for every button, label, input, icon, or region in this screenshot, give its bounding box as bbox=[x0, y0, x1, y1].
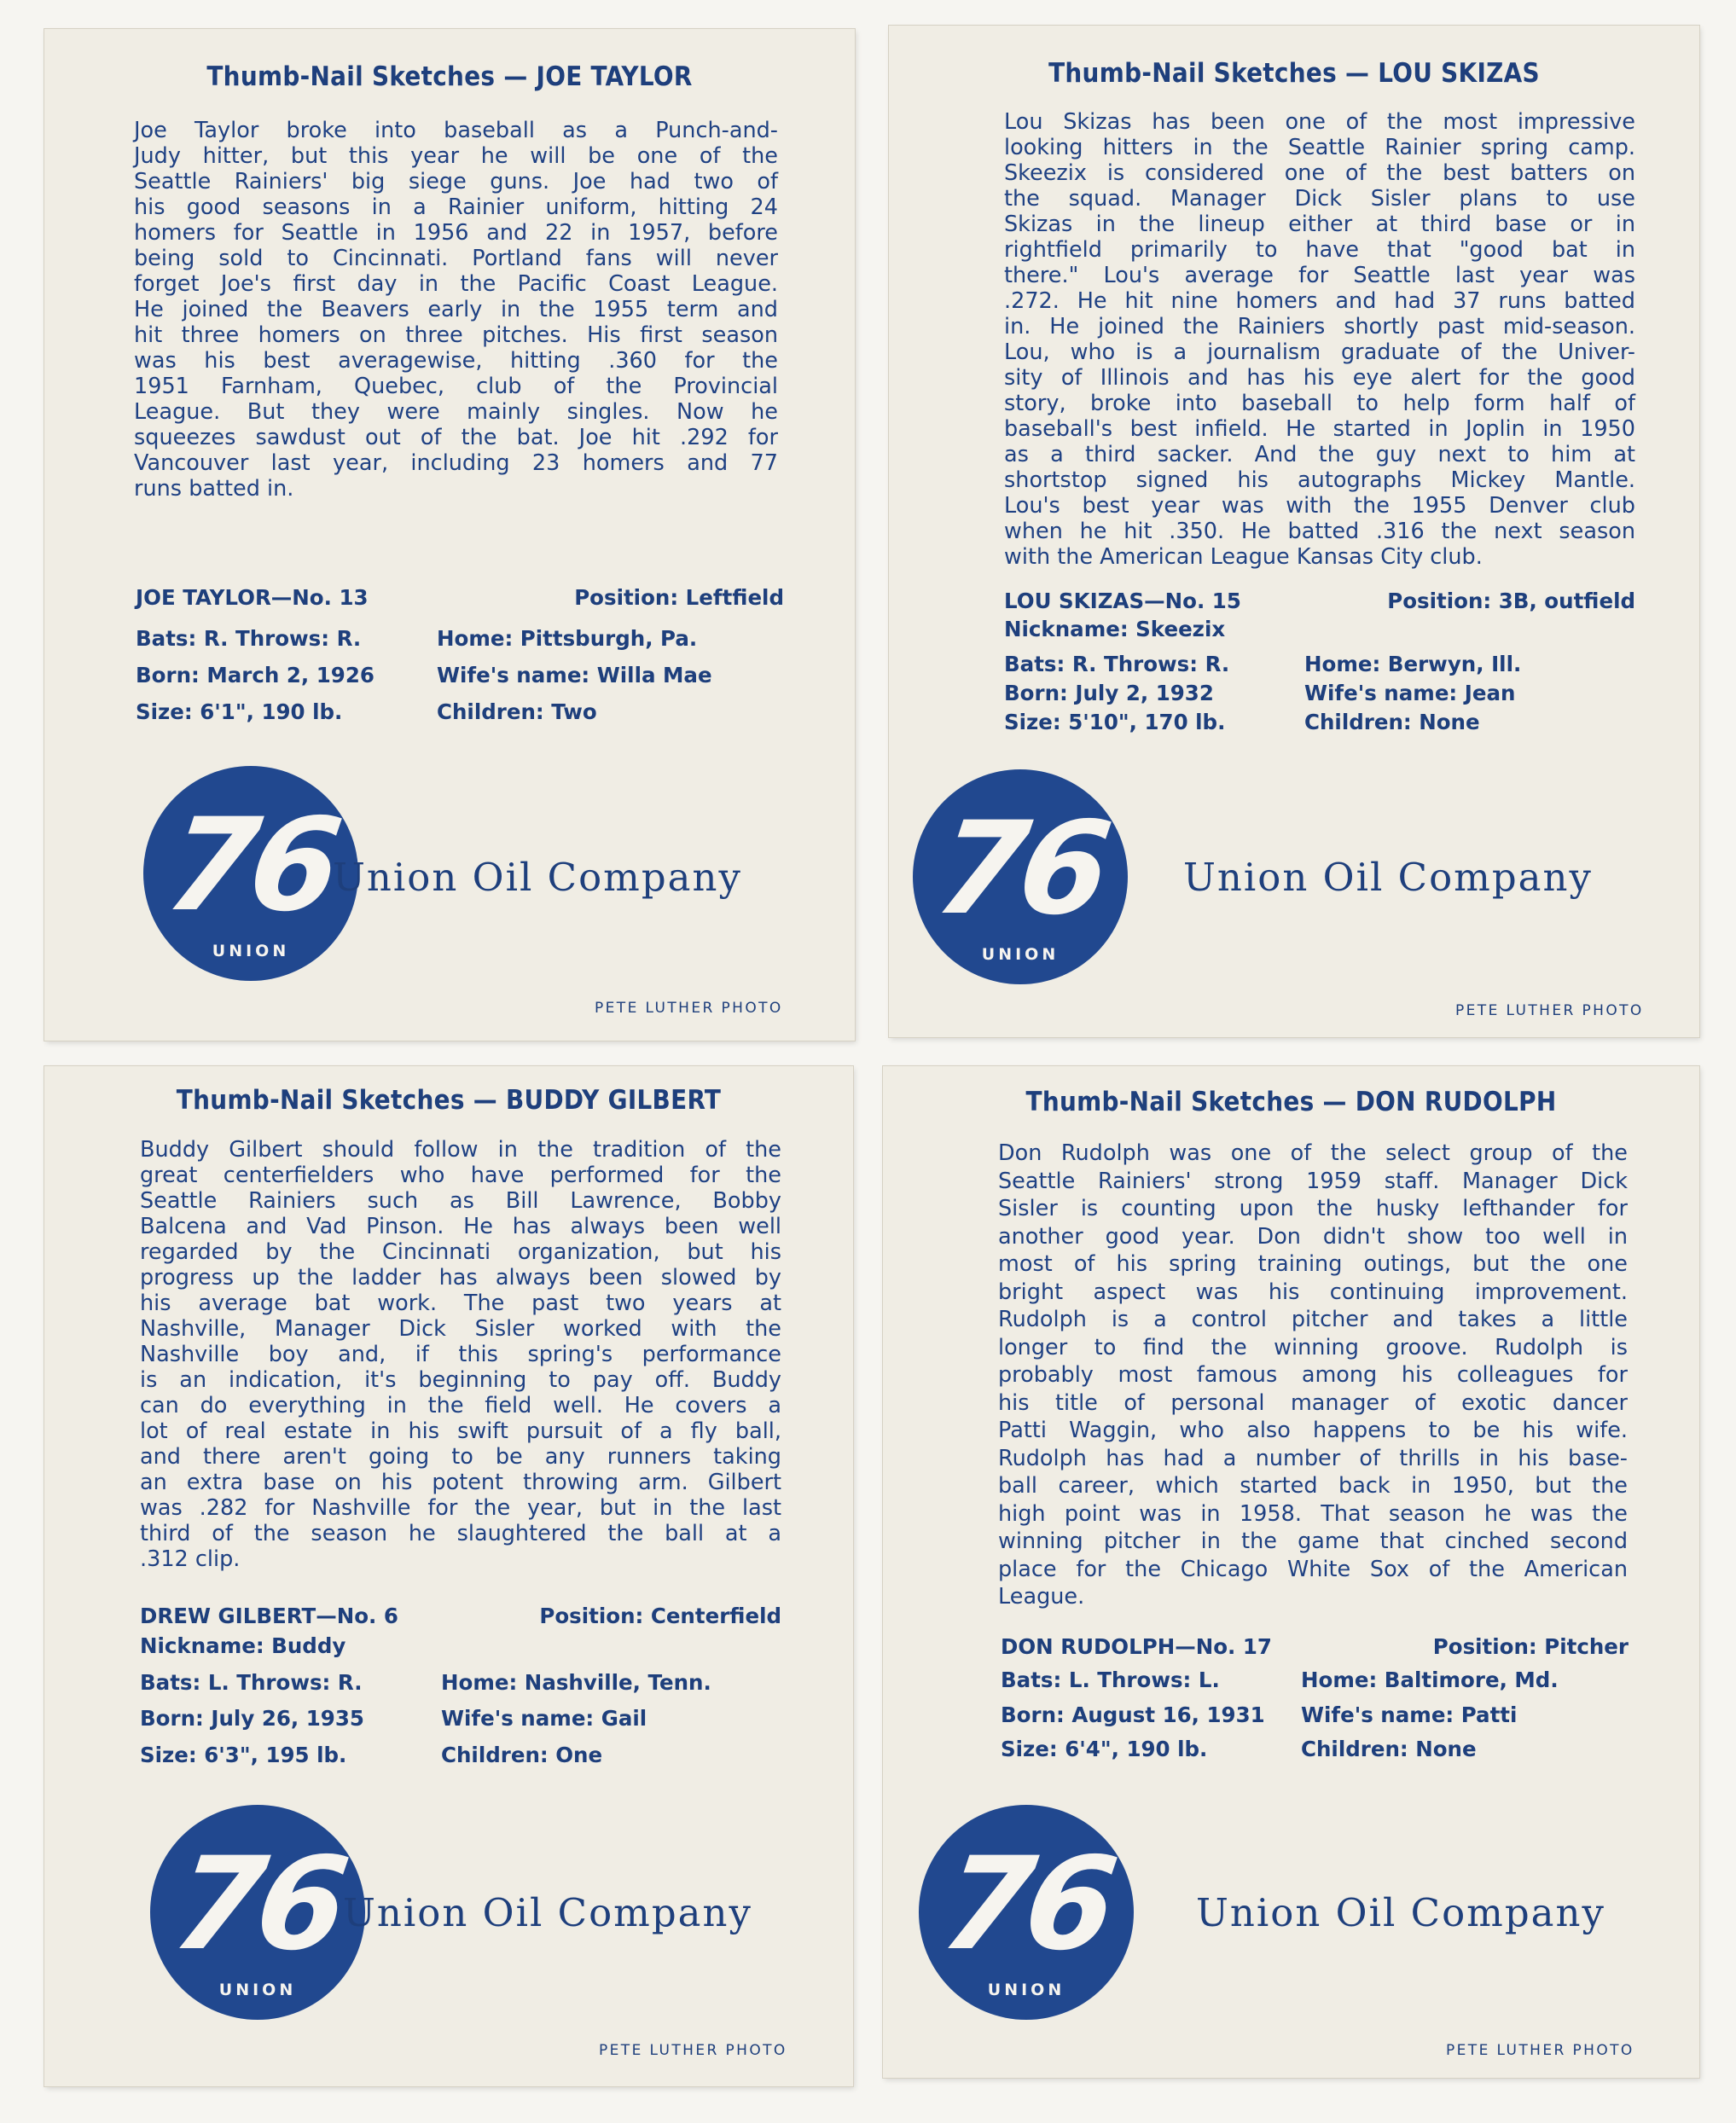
body-line: is an indication, it's beginning to pay off. Buddy bbox=[140, 1367, 781, 1393]
card-title: Thumb-Nail Sketches — LOU SKIZAS bbox=[1048, 58, 1540, 89]
player-bats-throws: Bats: R. Throws: R. bbox=[136, 626, 362, 651]
player-bats-throws: Bats: L. Throws: L. bbox=[1001, 1668, 1220, 1692]
body-line: regarded by the Cincinnati organization, but his bbox=[140, 1239, 781, 1265]
company-name: Union Oil Company bbox=[1196, 1890, 1605, 1935]
body-line: Skizas in the lineup either at third base or in bbox=[1004, 212, 1635, 237]
body-line: runs batted in. bbox=[134, 476, 294, 502]
player-nickname: Nickname: Skeezix bbox=[1004, 617, 1226, 641]
card-don-rudolph bbox=[883, 1066, 1699, 2078]
player-name-number: DON RUDOLPH—No. 17 bbox=[1001, 1634, 1272, 1659]
body-line: with the American League Kansas City club. bbox=[1004, 544, 1483, 570]
card-body bbox=[134, 118, 778, 502]
body-line: third of the season he slaughtered the ball at a bbox=[140, 1521, 781, 1546]
body-line: and there aren't going to be any runners taking bbox=[140, 1444, 781, 1470]
company-name: Union Oil Company bbox=[1183, 855, 1593, 900]
body-line: his title of personal manager of exotic dancer bbox=[998, 1389, 1628, 1416]
player-born: Born: August 16, 1931 bbox=[1001, 1702, 1265, 1727]
player-position: Position: Centerfield bbox=[539, 1604, 781, 1628]
player-size: Size: 6'4", 190 lb. bbox=[1001, 1737, 1208, 1761]
body-line: in. He joined the Rainiers shortly past mid-season. bbox=[1004, 314, 1635, 339]
card-body bbox=[998, 1140, 1628, 1611]
photo-credit: PETE LUTHER PHOTO bbox=[1455, 1002, 1644, 1019]
body-line: Nashville boy and, if this spring's performance bbox=[140, 1342, 781, 1367]
body-line: Lou Skizas has been one of the most impressive bbox=[1004, 109, 1635, 135]
card-lou-skizas bbox=[889, 26, 1699, 1037]
player-stats bbox=[136, 585, 784, 756]
logo-word: UNION bbox=[218, 1981, 297, 1999]
body-line: rightfield primarily to have that "good bat in bbox=[1004, 237, 1635, 263]
player-size: Size: 5'10", 170 lb. bbox=[1004, 710, 1226, 734]
body-line: Vancouver last year, including 23 homers and 77 bbox=[134, 450, 778, 476]
player-children: Children: One bbox=[441, 1743, 603, 1767]
body-line: progress up the ladder has always been slowed by bbox=[140, 1265, 781, 1291]
body-line: Nashville, Manager Dick Sisler worked with the bbox=[140, 1316, 781, 1342]
body-line: sity of Illinois and has his eye alert for the good bbox=[1004, 365, 1635, 391]
photo-credit: PETE LUTHER PHOTO bbox=[595, 1000, 783, 1017]
union-76-logo bbox=[143, 766, 358, 981]
body-line: 1951 Farnham, Quebec, club of the Provincial bbox=[134, 374, 778, 399]
player-position: Position: 3B, outfield bbox=[1387, 589, 1635, 613]
logo-word: UNION bbox=[981, 945, 1060, 964]
union-76-logo bbox=[913, 769, 1128, 984]
player-stats bbox=[1004, 589, 1635, 751]
body-line: baseball's best infield. He started in Joplin in 1950 bbox=[1004, 416, 1635, 442]
body-line: winning pitcher in the game that cinched second bbox=[998, 1528, 1628, 1554]
body-line: forget Joe's first day in the Pacific Coast League. bbox=[134, 271, 778, 297]
logo-number: 76 bbox=[158, 792, 344, 940]
body-line: Joe Taylor broke into baseball as a Punch-and- bbox=[134, 118, 778, 143]
player-children: Children: None bbox=[1304, 710, 1480, 734]
player-children: Children: None bbox=[1301, 1737, 1477, 1761]
body-line: League. But they were mainly singles. Now he bbox=[134, 399, 778, 425]
body-line: hit three homers on three pitches. His first season bbox=[134, 322, 778, 348]
logo-number: 76 bbox=[165, 1830, 351, 1979]
body-line: Sisler is counting upon the husky lefthander for bbox=[998, 1196, 1628, 1221]
logo-number: 76 bbox=[933, 1830, 1119, 1979]
player-nickname: Nickname: Buddy bbox=[140, 1633, 346, 1658]
logo-word: UNION bbox=[212, 942, 290, 960]
body-line: probably most famous among his colleagues for bbox=[998, 1362, 1628, 1388]
body-line: longer to find the winning groove. Rudolph is bbox=[998, 1334, 1628, 1360]
body-line: being sold to Cincinnati. Portland fans will never bbox=[134, 246, 778, 271]
body-line: Seattle Rainiers' big siege guns. Joe had two of bbox=[134, 169, 778, 194]
player-wife: Wife's name: Patti bbox=[1301, 1702, 1518, 1727]
player-born: Born: July 26, 1935 bbox=[140, 1706, 364, 1731]
company-name: Union Oil Company bbox=[333, 855, 742, 900]
body-line: Rudolph has had a number of thrills in his base- bbox=[998, 1445, 1628, 1471]
company-name: Union Oil Company bbox=[343, 1890, 752, 1935]
body-line: shortstop signed his autographs Mickey Mantle. bbox=[1004, 467, 1635, 493]
body-line: as a third sacker. And the guy next to him at bbox=[1004, 442, 1635, 467]
body-line: Seattle Rainiers such as Bill Lawrence, Bobby bbox=[140, 1188, 781, 1214]
body-line: Lou, who is a journalism graduate of the Univer- bbox=[1004, 339, 1635, 365]
player-children: Children: Two bbox=[437, 699, 597, 724]
player-size: Size: 6'1", 190 lb. bbox=[136, 699, 343, 724]
union-76-logo bbox=[919, 1805, 1134, 2020]
player-bats-throws: Bats: L. Throws: R. bbox=[140, 1670, 363, 1695]
body-line: most of his spring training outings, but the one bbox=[998, 1251, 1628, 1277]
body-line: Skeezix is considered one of the best batters on bbox=[1004, 160, 1635, 186]
body-line: high point was in 1958. That season he was the bbox=[998, 1500, 1628, 1527]
body-line: an extra base on his potent throwing arm. Gilbert bbox=[140, 1470, 781, 1495]
photo-credit: PETE LUTHER PHOTO bbox=[599, 2042, 787, 2059]
body-line: was .282 for Nashville for the year, but in the last bbox=[140, 1495, 781, 1521]
body-line: Don Rudolph was one of the select group of the bbox=[998, 1140, 1628, 1166]
body-line: Balcena and Vad Pinson. He has always been well bbox=[140, 1214, 781, 1239]
player-home: Home: Nashville, Tenn. bbox=[441, 1670, 711, 1695]
body-line: story, broke into baseball to help form half of bbox=[1004, 391, 1635, 416]
body-line: there." Lou's average for Seattle last year was bbox=[1004, 263, 1635, 288]
union-76-logo bbox=[150, 1805, 365, 2020]
player-position: Position: Leftfield bbox=[574, 585, 784, 610]
body-line: He joined the Beavers early in the 1955 term and bbox=[134, 297, 778, 322]
player-name-number: LOU SKIZAS—No. 15 bbox=[1004, 589, 1241, 613]
player-home: Home: Baltimore, Md. bbox=[1301, 1668, 1559, 1692]
player-position: Position: Pitcher bbox=[1432, 1634, 1629, 1659]
logo-word: UNION bbox=[987, 1981, 1065, 1999]
player-born: Born: March 2, 1926 bbox=[136, 663, 374, 687]
body-line: Patti Waggin, who also happens to be his wife. bbox=[998, 1418, 1628, 1443]
body-line: bright aspect was his continuing improvement. bbox=[998, 1279, 1628, 1305]
body-line: Seattle Rainiers' strong 1959 staff. Manager Dick bbox=[998, 1168, 1628, 1194]
body-line: great centerfielders who have performed for the bbox=[140, 1163, 781, 1188]
card-title: Thumb-Nail Sketches — BUDDY GILBERT bbox=[176, 1085, 722, 1116]
body-line: squeezes sawdust out of the bat. Joe hit .292 for bbox=[134, 425, 778, 450]
player-wife: Wife's name: Jean bbox=[1304, 681, 1516, 705]
player-stats bbox=[140, 1604, 781, 1774]
body-line: his average bat work. The past two years at bbox=[140, 1291, 781, 1316]
body-line: homers for Seattle in 1956 and 22 in 1957, before bbox=[134, 220, 778, 246]
body-line: the squad. Manager Dick Sisler plans to use bbox=[1004, 186, 1635, 212]
body-line: was his best averagewise, hitting .360 for the bbox=[134, 348, 778, 374]
body-line: his good seasons in a Rainier uniform, hitting 24 bbox=[134, 194, 778, 220]
card-body bbox=[140, 1137, 781, 1572]
body-line: ball career, which started back in 1950, but the bbox=[998, 1473, 1628, 1499]
body-line: another good year. Don didn't show too well in bbox=[998, 1223, 1628, 1250]
logo-number: 76 bbox=[927, 795, 1113, 943]
body-line: looking hitters in the Seattle Rainier spring camp. bbox=[1004, 135, 1635, 160]
body-line: place for the Chicago White Sox of the American bbox=[998, 1556, 1628, 1582]
player-name-number: DREW GILBERT—No. 6 bbox=[140, 1604, 398, 1628]
body-line: .272. He hit nine homers and had 37 runs batted bbox=[1004, 288, 1635, 314]
player-size: Size: 6'3", 195 lb. bbox=[140, 1743, 347, 1767]
player-name-number: JOE TAYLOR—No. 13 bbox=[136, 585, 369, 610]
body-line: Judy hitter, but this year he will be one of the bbox=[134, 143, 778, 169]
card-body bbox=[1004, 109, 1635, 570]
player-wife: Wife's name: Gail bbox=[441, 1706, 647, 1731]
photo-credit: PETE LUTHER PHOTO bbox=[1446, 2042, 1634, 2059]
body-line: Rudolph is a control pitcher and takes a little bbox=[998, 1307, 1628, 1332]
body-line: League. bbox=[998, 1584, 1085, 1610]
body-line: .312 clip. bbox=[140, 1546, 241, 1572]
player-home: Home: Berwyn, Ill. bbox=[1304, 652, 1522, 676]
player-bats-throws: Bats: R. Throws: R. bbox=[1004, 652, 1230, 676]
body-line: Buddy Gilbert should follow in the tradition of the bbox=[140, 1137, 781, 1163]
player-born: Born: July 2, 1932 bbox=[1004, 681, 1214, 705]
player-stats bbox=[1001, 1634, 1629, 1771]
body-line: lot of real estate in his swift pursuit of a fly ball, bbox=[140, 1418, 781, 1444]
body-line: when he hit .350. He batted .316 the next season bbox=[1004, 519, 1635, 544]
body-line: can do everything in the field well. He covers a bbox=[140, 1393, 781, 1418]
card-title: Thumb-Nail Sketches — DON RUDOLPH bbox=[1025, 1087, 1557, 1117]
card-joe-taylor bbox=[44, 29, 855, 1041]
card-buddy-gilbert bbox=[44, 1066, 853, 2086]
player-home: Home: Pittsburgh, Pa. bbox=[437, 626, 698, 651]
card-title: Thumb-Nail Sketches — JOE TAYLOR bbox=[206, 61, 693, 92]
body-line: Lou's best year was with the 1955 Denver club bbox=[1004, 493, 1635, 519]
player-wife: Wife's name: Willa Mae bbox=[437, 663, 712, 687]
